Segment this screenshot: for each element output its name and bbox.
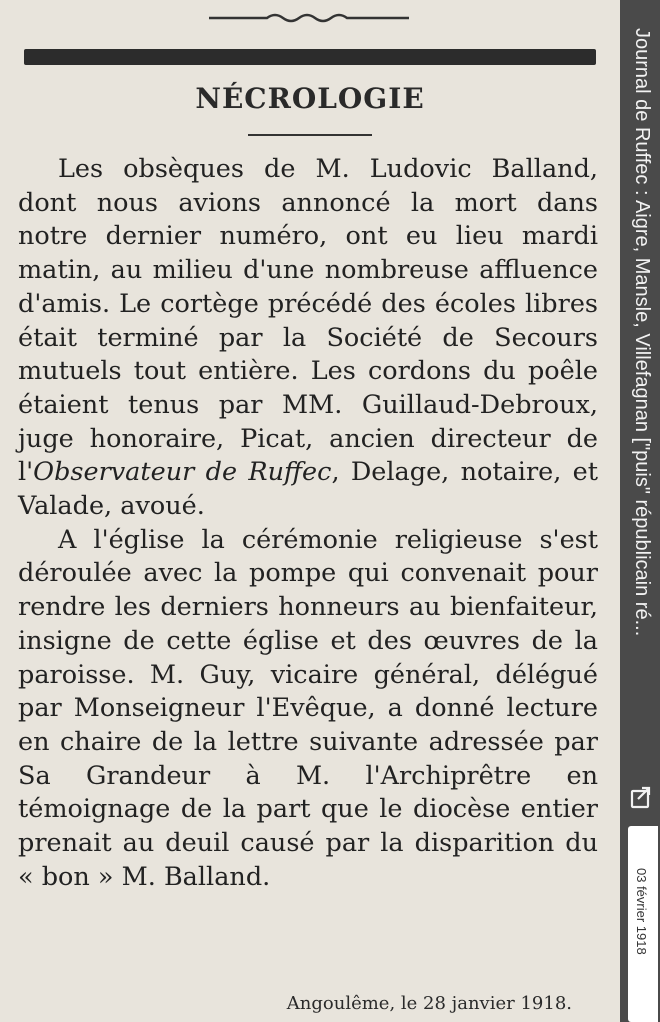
- newspaper-name: Observateur de Ruffec: [33, 457, 332, 488]
- article-paragraph-2: A l'église la cérémonie religieuse s'est déroulée avec la pompe qui convenait pour rendre les derniers honneurs au bienfaiteur, insigne de cette église et des œuvres de la paroisse. M. Guy, vicaire général, délégué par Monseigneur l'Evêque, a donné lecture en chaire de la lettre suivante adressée par Sa Grandeur à M. l'Archiprêtre en témoignage de la part que le diocèse entier prenait au deuil causé par la disparition du « bon » M. Balland.: [18, 524, 598, 892]
- paragraph-1-text: Les obsèques de M. Ludovic Balland, dont nous avions annoncé la mort dans notre dernier numéro, ont eu lieu mardi matin, au milieu d'une nombreuse affluence d'amis. Le cortège précédé des écoles libres était terminé par la Société de Secours mutuels tout entière. Les cordons du poêle étaient tenus par MM. Guillaud-Debroux, juge honoraire, Picat, ancien directeur de l': [18, 154, 598, 488]
- heading-underline: [248, 134, 372, 136]
- ornament-divider: [205, 6, 413, 26]
- paragraph-1-end: , Delage, notaire, et Valade, avoué.: [18, 457, 598, 522]
- share-icon[interactable]: [628, 784, 654, 810]
- article-paragraph-1: [18, 153, 598, 524]
- dateline: Angoulême, le 28 janvier 1918.: [286, 993, 572, 1014]
- header-rule-bar: [24, 49, 596, 65]
- document-title-link[interactable]: Journal de Ruffec : Aigre, Mansle, Villefagnan ["puis" républicain ré...: [631, 28, 653, 637]
- section-heading: NÉCROLOGIE: [195, 82, 425, 115]
- article-body: [18, 153, 598, 894]
- date-tab-label: 03 février 1918: [634, 868, 649, 955]
